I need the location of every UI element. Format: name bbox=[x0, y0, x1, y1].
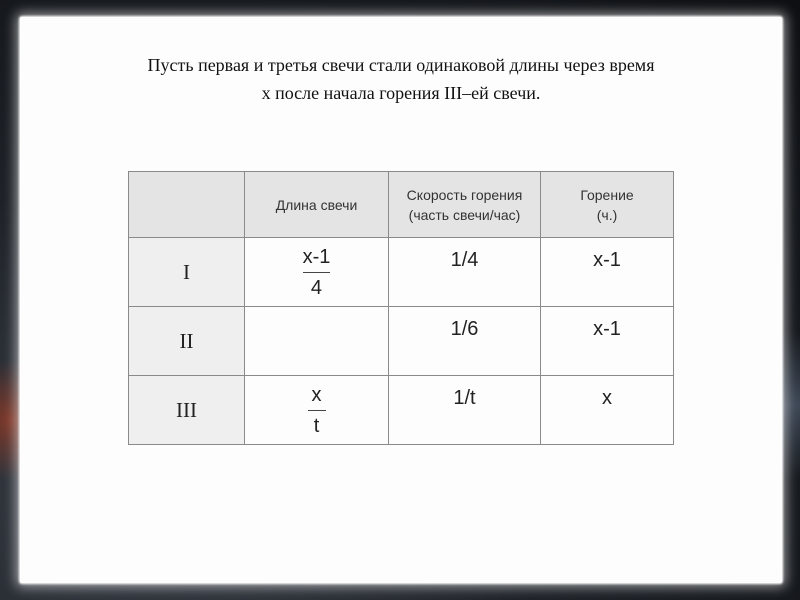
slide-heading bbox=[20, 51, 782, 107]
fraction-numerator: x-1 bbox=[302, 245, 331, 268]
fraction-denominator: t bbox=[313, 414, 320, 437]
header-cell-speed bbox=[389, 172, 541, 238]
header-speed-line-1: Скорость горения bbox=[406, 186, 523, 203]
header-cell-length bbox=[245, 172, 389, 238]
burn-cell bbox=[541, 376, 674, 445]
fraction-bar bbox=[303, 272, 331, 273]
row-label: II bbox=[129, 307, 245, 376]
burn-value: x-1 bbox=[593, 317, 621, 340]
speed-value: 1/4 bbox=[450, 248, 479, 271]
length-cell bbox=[245, 376, 389, 445]
fraction-denominator: 4 bbox=[310, 276, 323, 299]
heading-line-2: x после начала горения III–ей свечи. bbox=[261, 83, 541, 103]
slide bbox=[20, 17, 782, 583]
candle-table bbox=[128, 171, 674, 445]
burn-cell bbox=[541, 307, 674, 376]
table-row bbox=[129, 376, 674, 445]
row-label: III bbox=[129, 376, 245, 445]
speed-value: 1/6 bbox=[450, 317, 479, 340]
fraction-numerator: x bbox=[311, 383, 322, 406]
fraction-bar bbox=[308, 410, 326, 411]
table-header-row bbox=[129, 172, 674, 238]
header-cell-empty bbox=[129, 172, 245, 238]
table-row bbox=[129, 307, 674, 376]
length-fraction bbox=[308, 382, 326, 439]
header-speed-line-2: (часть свечи/час) bbox=[408, 206, 521, 223]
speed-cell bbox=[389, 376, 541, 445]
burn-cell bbox=[541, 238, 674, 307]
header-burn-line-1: Горение bbox=[580, 186, 634, 203]
row-label: I bbox=[129, 238, 245, 307]
header-length-label: Длина свечи bbox=[275, 196, 358, 213]
heading-line-1: Пусть первая и третья свечи стали одинаковой длины через время bbox=[147, 55, 655, 75]
speed-cell bbox=[389, 307, 541, 376]
speed-value: 1/t bbox=[453, 386, 476, 409]
header-burn-line-2: (ч.) bbox=[596, 206, 618, 223]
table-row bbox=[129, 238, 674, 307]
length-fraction bbox=[303, 244, 331, 301]
length-cell bbox=[245, 238, 389, 307]
speed-cell bbox=[389, 238, 541, 307]
length-cell bbox=[245, 307, 389, 376]
header-cell-burn bbox=[541, 172, 674, 238]
burn-value: x bbox=[602, 386, 612, 409]
burn-value: x-1 bbox=[593, 248, 621, 271]
